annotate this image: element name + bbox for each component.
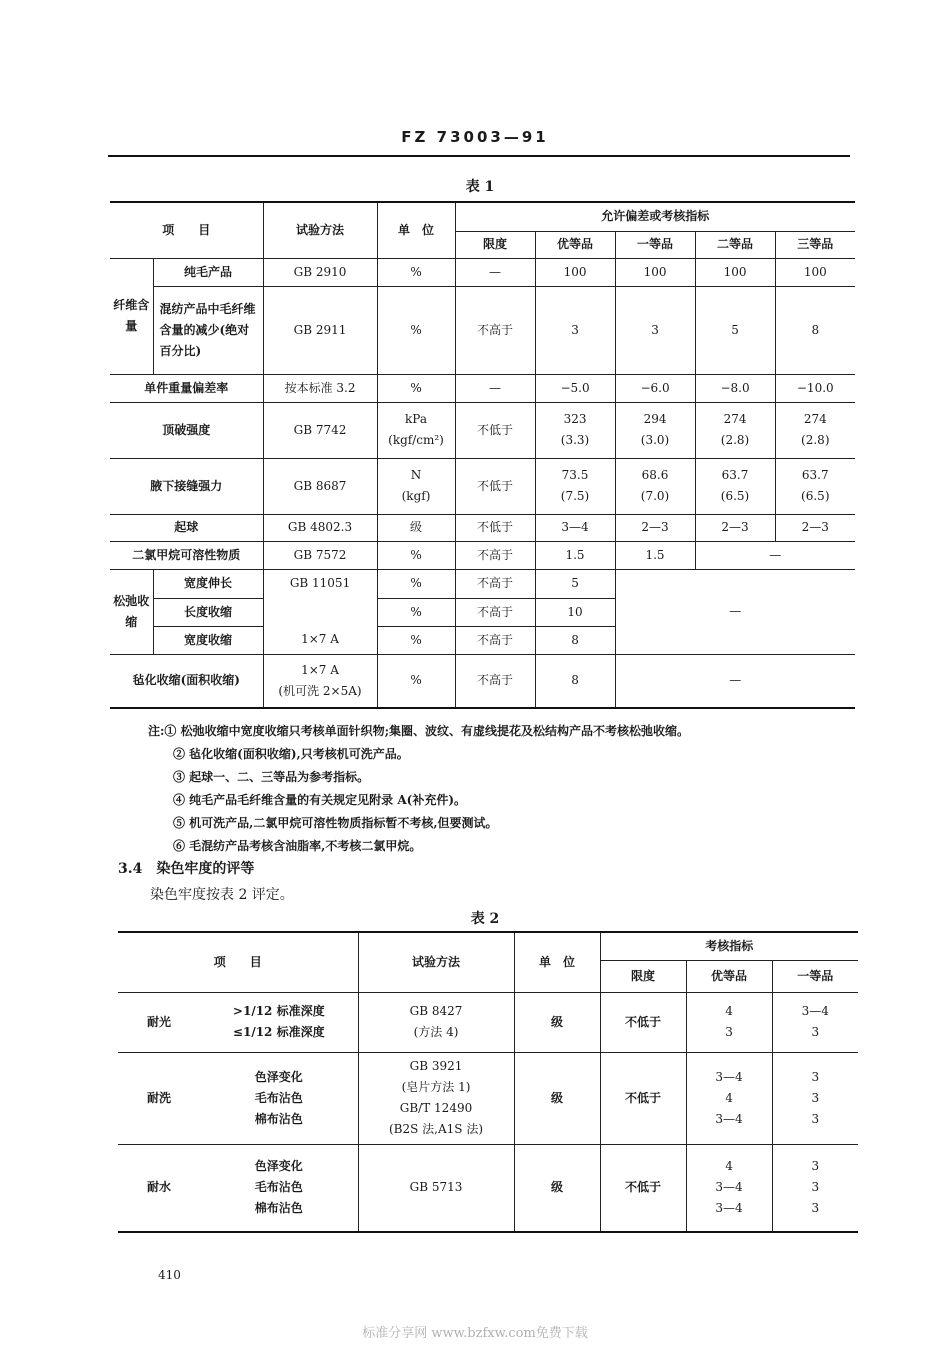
pilling-g4: 2—3	[775, 514, 855, 541]
t1-header-item: 项 目	[110, 202, 263, 258]
burst-g2-a: 294	[643, 412, 667, 426]
wash-label: 耐洗	[118, 1052, 200, 1144]
wash-g1-a: 3—4	[715, 1069, 743, 1084]
seam-g1-b: (7.5)	[560, 489, 590, 503]
fiber-r1-unit: %	[377, 258, 455, 286]
weight-unit: %	[377, 374, 455, 402]
weight-g4: −10.0	[775, 374, 855, 402]
seam-strength-name: 腋下接缝强力	[110, 458, 263, 514]
dcm-limit: 不高于	[455, 541, 535, 569]
wash-g1-b: 4	[725, 1090, 733, 1105]
fiber-r2-unit: %	[377, 286, 455, 374]
seam-g3-b: (6.5)	[720, 489, 750, 503]
t1-header-method: 试验方法	[263, 202, 377, 258]
relax-r2-name: 长度收缩	[153, 598, 263, 626]
felt-method-line2: (机可洗 2×5A)	[278, 683, 362, 698]
t2-header-g1: 优等品	[686, 960, 772, 992]
light-g1-a: 4	[725, 1004, 733, 1018]
wash-g2-b: 3	[811, 1090, 820, 1105]
relax-r1-name: 宽度伸长	[153, 569, 263, 598]
burst-g2-b: (3.0)	[640, 433, 670, 447]
t2-header-group: 考核指标	[600, 932, 858, 960]
t2-header-method: 试验方法	[358, 932, 514, 992]
burst-unit-line1: kPa	[405, 412, 427, 426]
felt-g1: 8	[535, 654, 615, 708]
fiber-content-label: 纤维含量	[110, 258, 153, 374]
note-4: ④ 纯毛产品毛纤维含量的有关规定见附录 A(补充件)。	[173, 793, 467, 807]
section-heading: 3.4 染色牢度的评等	[118, 861, 255, 877]
note-3: ③ 起球一、二、三等品为参考指标。	[173, 770, 370, 784]
page-number: 410	[158, 1268, 181, 1282]
seam-unit-line2: (kgf)	[401, 489, 431, 503]
fiber-r2-g1: 3	[535, 286, 615, 374]
felt-unit: %	[377, 654, 455, 708]
t2-header-item: 项 目	[118, 932, 358, 992]
fiber-r2-limit: 不高于	[455, 286, 535, 374]
fiber-r1-name: 纯毛产品	[153, 258, 263, 286]
relax-r2-limit: 不高于	[455, 598, 535, 626]
note-5: ⑤ 机可洗产品,二氯甲烷可溶性物质指标暂不考核,但要测试。	[173, 816, 498, 830]
wash-method-1: GB 3921	[409, 1059, 463, 1073]
weight-g2: −6.0	[615, 374, 695, 402]
light-method	[358, 992, 514, 1052]
weight-g3: −8.0	[695, 374, 775, 402]
burst-unit-line2: (kgf/cm²)	[388, 433, 444, 447]
wash-sub	[200, 1052, 358, 1144]
seam-g4-a: 63.7	[801, 468, 829, 482]
pilling-method: GB 4802.3	[263, 514, 377, 541]
relax-r2-unit: %	[377, 598, 455, 626]
wash-method-4: (B2S 法,A1S 法)	[389, 1122, 484, 1136]
note-1: 注:① 松弛收缩中宽度收缩只考核单面针织物;集圈、波纹、有虚线提花及松结构产品不考核松弛收缩。	[148, 724, 690, 738]
felting-shrinkage-name: 毡化收缩(面积收缩)	[110, 654, 263, 708]
pilling-unit: 级	[377, 514, 455, 541]
fiber-r2-g3: 5	[695, 286, 775, 374]
burst-g3	[695, 402, 775, 458]
burst-g3-a: 274	[723, 412, 747, 426]
felt-limit: 不高于	[455, 654, 535, 708]
dcm-g1: 1.5	[535, 541, 615, 569]
water-g2-a: 3	[811, 1159, 820, 1174]
burst-g1-a: 323	[563, 412, 587, 426]
water-g2	[772, 1144, 858, 1232]
seam-g2	[615, 458, 695, 514]
water-sub	[200, 1144, 358, 1232]
light-g2	[772, 992, 858, 1052]
light-sub	[200, 992, 358, 1052]
burst-g3-b: (2.8)	[720, 433, 750, 447]
pilling-limit: 不低于	[455, 514, 535, 541]
light-g2-b: 3	[811, 1025, 820, 1039]
water-g1	[686, 1144, 772, 1232]
relax-r1-limit: 不高于	[455, 569, 535, 598]
wash-g1	[686, 1052, 772, 1144]
t1-header-limit: 限度	[455, 231, 535, 258]
light-unit: 级	[514, 992, 600, 1052]
seam-g2-a: 68.6	[641, 468, 669, 482]
relax-r3-limit: 不高于	[455, 626, 535, 654]
light-sub-2: ≤1/12 标准深度	[232, 1025, 325, 1039]
seam-limit: 不低于	[455, 458, 535, 514]
seam-method: GB 8687	[263, 458, 377, 514]
wash-g1-c: 3—4	[715, 1111, 743, 1126]
wash-method-3: GB/T 12490	[399, 1101, 473, 1115]
seam-unit	[377, 458, 455, 514]
water-sub-1: 色泽变化	[254, 1159, 303, 1174]
table1-notes	[148, 720, 689, 858]
pilling-name: 起球	[110, 514, 263, 541]
relax-r1-unit: %	[377, 569, 455, 598]
water-sub-3: 棉布沾色	[254, 1201, 303, 1216]
relax-r1-g1: 5	[535, 569, 615, 598]
pilling-g3: 2—3	[695, 514, 775, 541]
relax-r3-g1: 8	[535, 626, 615, 654]
fiber-r1-limit: —	[455, 258, 535, 286]
dcm-soluble-name: 二氯甲烷可溶性物质	[110, 541, 263, 569]
felt-dash: —	[615, 654, 855, 708]
burst-unit	[377, 402, 455, 458]
fiber-r1-g1: 100	[535, 258, 615, 286]
light-g1	[686, 992, 772, 1052]
table2	[118, 931, 858, 1233]
wash-g2-c: 3	[811, 1111, 820, 1126]
t1-header-g4: 三等品	[775, 231, 855, 258]
t2-header-limit: 限度	[600, 960, 686, 992]
burst-g4	[775, 402, 855, 458]
water-g1-a: 4	[725, 1159, 733, 1174]
water-g1-b: 3—4	[715, 1180, 743, 1195]
relax-method-blank	[263, 598, 377, 626]
seam-g4	[775, 458, 855, 514]
fiber-r2-method: GB 2911	[263, 286, 377, 374]
dcm-unit: %	[377, 541, 455, 569]
seam-g3	[695, 458, 775, 514]
seam-g1	[535, 458, 615, 514]
t2-header-g2: 一等品	[772, 960, 858, 992]
felt-method-line1: 1×7 A	[301, 662, 339, 677]
table2-caption: 表 2	[470, 911, 500, 927]
light-label: 耐光	[118, 992, 200, 1052]
relax-method1: GB 11051	[263, 569, 377, 598]
relaxation-shrinkage-label: 松弛收缩	[110, 569, 153, 654]
seam-unit-line1: N	[410, 468, 422, 482]
t1-header-g3: 二等品	[695, 231, 775, 258]
seam-g3-a: 63.7	[721, 468, 749, 482]
wash-sub-2: 毛布沾色	[254, 1090, 303, 1105]
weight-method: 按本标准 3.2	[263, 374, 377, 402]
dcm-method: GB 7572	[263, 541, 377, 569]
t1-header-g2: 一等品	[615, 231, 695, 258]
weight-deviation-name: 单件重量偏差率	[110, 374, 263, 402]
relax-r3-name: 宽度收缩	[153, 626, 263, 654]
burst-g1	[535, 402, 615, 458]
light-g1-b: 3	[725, 1025, 733, 1039]
t1-header-group: 允许偏差或考核指标	[455, 202, 855, 231]
wash-g2	[772, 1052, 858, 1144]
light-sub-1: >1/12 标准深度	[232, 1004, 325, 1018]
dcm-g34: —	[695, 541, 855, 569]
fiber-r2-g4: 8	[775, 286, 855, 374]
standard-code: FZ 73003—91	[401, 128, 549, 146]
weight-g1: −5.0	[535, 374, 615, 402]
section-text: 染色牢度按表 2 评定。	[150, 887, 294, 903]
relax-r2-g1: 10	[535, 598, 615, 626]
wash-sub-3: 棉布沾色	[254, 1111, 303, 1126]
burst-g1-b: (3.3)	[560, 433, 590, 447]
wash-method-2: (皂片方法 1)	[401, 1080, 471, 1094]
light-g2-a: 3—4	[801, 1004, 829, 1018]
wash-g2-a: 3	[811, 1069, 820, 1084]
fiber-r1-g2: 100	[615, 258, 695, 286]
pilling-g1: 3—4	[535, 514, 615, 541]
water-unit: 级	[514, 1144, 600, 1232]
burst-strength-name: 顶破强度	[110, 402, 263, 458]
note-6: ⑥ 毛混纺产品考核含油脂率,不考核二氯甲烷。	[173, 839, 422, 853]
seam-g2-b: (7.0)	[640, 489, 670, 503]
relax-dash: —	[615, 569, 855, 654]
t1-header-g1: 优等品	[535, 231, 615, 258]
dcm-g2: 1.5	[615, 541, 695, 569]
burst-limit: 不低于	[455, 402, 535, 458]
t1-header-unit: 单 位	[377, 202, 455, 258]
water-g2-b: 3	[811, 1180, 820, 1195]
felt-method	[263, 654, 377, 708]
burst-g4-b: (2.8)	[801, 433, 830, 447]
light-method-2: (方法 4)	[413, 1025, 459, 1039]
watermark: 标准分享网 www.bzfxw.com免费下载	[362, 1326, 588, 1341]
burst-g4-a: 274	[803, 412, 827, 426]
burst-method: GB 7742	[263, 402, 377, 458]
water-g2-c: 3	[811, 1201, 820, 1216]
relax-method2: 1×7 A	[263, 626, 377, 654]
header-rule	[108, 155, 850, 157]
water-limit: 不低于	[600, 1144, 686, 1232]
light-method-1: GB 8427	[409, 1004, 463, 1018]
light-limit: 不低于	[600, 992, 686, 1052]
fiber-r2-g2: 3	[615, 286, 695, 374]
wash-method	[358, 1052, 514, 1144]
water-sub-2: 毛布沾色	[254, 1180, 303, 1195]
fiber-r1-method: GB 2910	[263, 258, 377, 286]
table1-caption: 表 1	[465, 179, 495, 195]
wash-limit: 不低于	[600, 1052, 686, 1144]
relax-r3-unit: %	[377, 626, 455, 654]
fiber-r1-g4: 100	[775, 258, 855, 286]
wash-sub-1: 色泽变化	[254, 1069, 303, 1084]
table1	[110, 201, 855, 709]
fiber-r2-name: 混纺产品中毛纤维含量的减少(绝对百分比)	[153, 286, 263, 374]
weight-limit: —	[455, 374, 535, 402]
wash-unit: 级	[514, 1052, 600, 1144]
water-label: 耐水	[118, 1144, 200, 1232]
note-2: ② 毡化收缩(面积收缩),只考核机可洗产品。	[173, 747, 409, 761]
seam-g1-a: 73.5	[561, 468, 589, 482]
fiber-r1-g3: 100	[695, 258, 775, 286]
pilling-g2: 2—3	[615, 514, 695, 541]
t2-header-unit: 单 位	[514, 932, 600, 992]
water-method: GB 5713	[358, 1144, 514, 1232]
seam-g4-b: (6.5)	[801, 489, 830, 503]
burst-g2	[615, 402, 695, 458]
water-g1-c: 3—4	[715, 1201, 743, 1216]
